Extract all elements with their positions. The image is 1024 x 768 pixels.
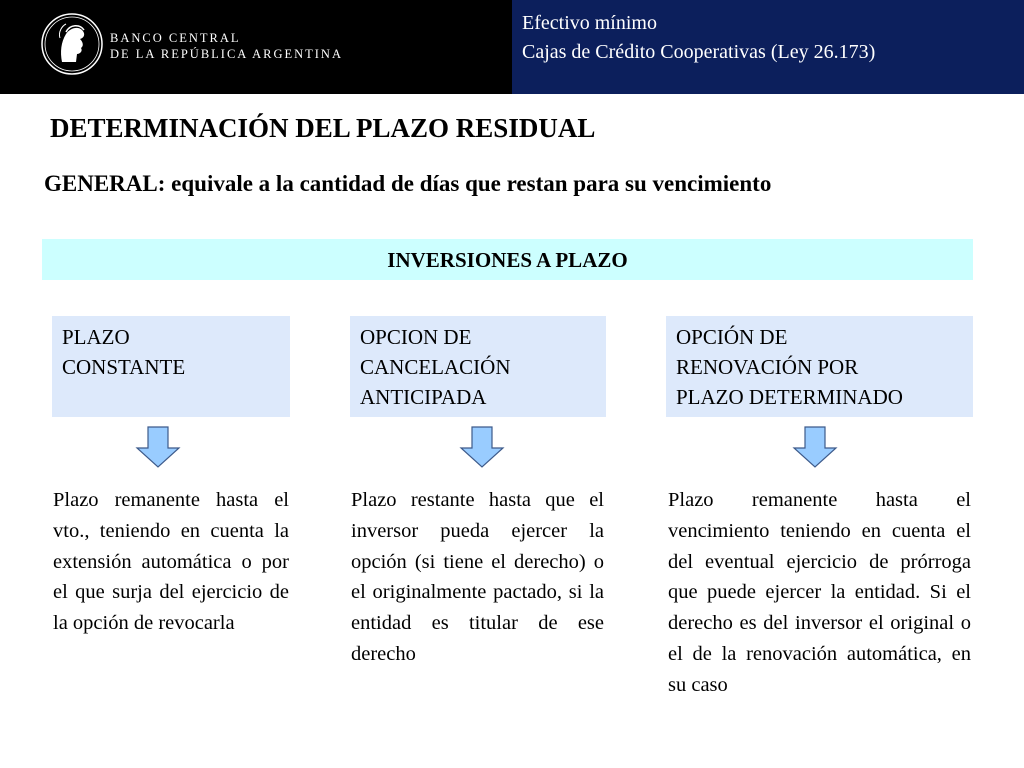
category-box-line: ANTICIPADA xyxy=(360,385,487,409)
category-box-plazo-constante xyxy=(52,316,290,417)
section-banner: INVERSIONES A PLAZO xyxy=(42,239,973,280)
bank-name-line1: BANCO CENTRAL xyxy=(110,31,241,45)
category-box-line: PLAZO xyxy=(62,325,130,349)
category-box-line: CONSTANTE xyxy=(62,355,186,379)
page-title: DETERMINACIÓN DEL PLAZO RESIDUAL xyxy=(50,113,596,143)
description-renovacion-plazo: Plazo remanente hasta el vencimiento teniendo en cuenta el del eventual ejercicio de prórroga que puede ejercer la entidad. Si el derecho es del inversor el original o el de la renovación automática, en su caso xyxy=(668,489,971,696)
category-box-line: OPCIÓN DE xyxy=(676,325,788,349)
down-arrow-icon xyxy=(135,426,181,469)
down-arrow-icon xyxy=(792,426,838,469)
header-logo-area xyxy=(0,0,512,94)
category-box-line: PLAZO DETERMINADO xyxy=(676,385,903,409)
category-box-cancelacion-anticipada xyxy=(350,316,606,417)
header-topic-text xyxy=(522,9,875,67)
description-cancelacion-anticipada: Plazo restante hasta que el inversor pueda ejercer la opción (si tiene el derecho) o el originalmente pactado, si la entidad es titular de ese derecho xyxy=(351,489,604,665)
category-box-line: CANCELACIÓN xyxy=(360,355,511,379)
category-box-renovacion-plazo xyxy=(666,316,973,417)
page-subtitle: GENERAL: equivale a la cantidad de días que restan para su vencimiento xyxy=(44,171,772,196)
description-plazo-constante: Plazo remanente hasta el vto., teniendo en cuenta la extensión automática o por el que surja del ejercicio de la opción de revocarla xyxy=(53,489,289,635)
down-arrow-icon xyxy=(459,426,505,469)
header-topic-line1: Efectivo mínimo xyxy=(522,12,657,34)
category-box-line: RENOVACIÓN POR xyxy=(676,355,859,379)
header-topic-line2: Cajas de Crédito Cooperativas (Ley 26.173) xyxy=(522,41,876,63)
category-box-line: OPCION DE xyxy=(360,325,472,349)
bank-name-line2: DE LA REPÚBLICA ARGENTINA xyxy=(110,47,343,61)
bank-seal-logo xyxy=(40,12,104,76)
bank-name xyxy=(110,30,343,62)
